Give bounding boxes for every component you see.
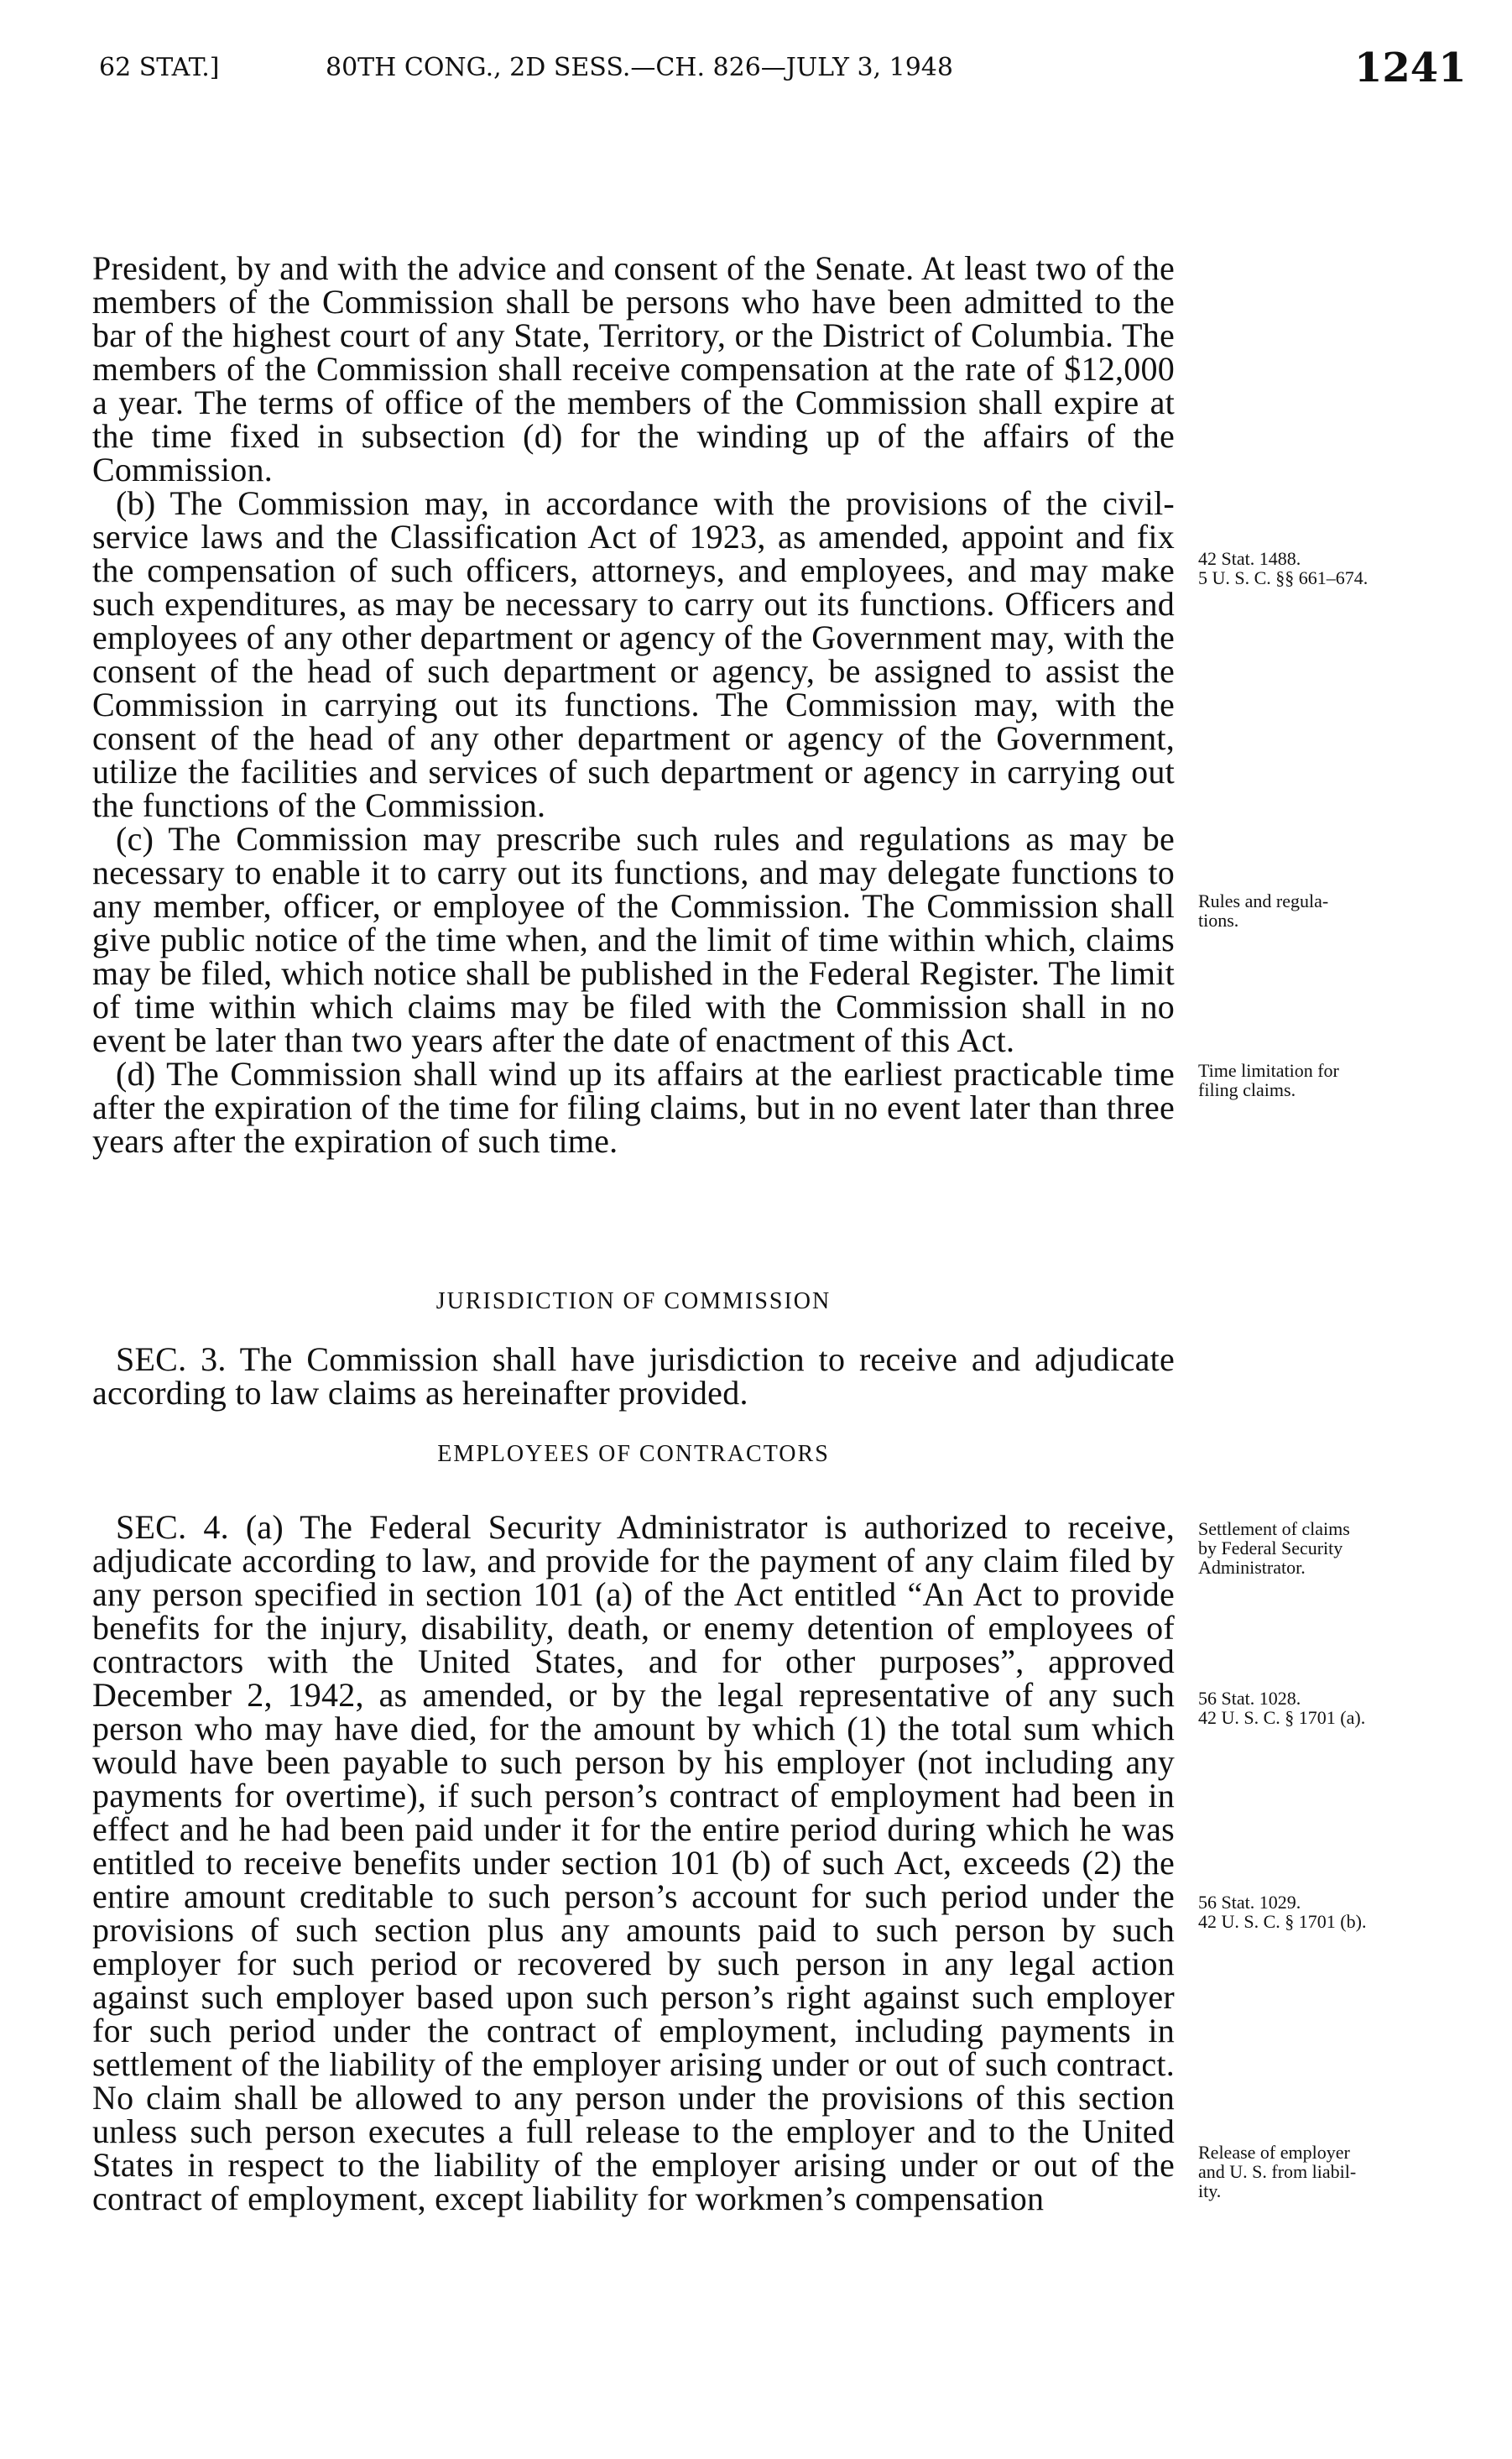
paragraph-d: (d) The Commission shall wind up its affairs at the earliest practicable time after the expiration of the time for filing claims, but in no event later than three years after the expiration of such time.	[92, 1055, 1175, 1160]
main-text-top	[92, 249, 1175, 1160]
margin-note-line: 56 Stat. 1029.	[1198, 1892, 1301, 1913]
margin-note-line: 5 U. S. C. §§ 661–674.	[1198, 567, 1369, 589]
margin-note-line: by Federal Security	[1198, 1538, 1343, 1559]
margin-note-line: and U. S. from liabil-	[1198, 2161, 1357, 2183]
heading-jurisdiction: JURISDICTION OF COMMISSION	[435, 1288, 832, 1314]
margin-note-stat-1028	[1198, 1689, 1416, 1727]
congress-session-chapter: 80TH CONG., 2D SESS.—CH. 826—JULY 3, 1948	[326, 53, 953, 82]
margin-note-line: Administrator.	[1198, 1557, 1306, 1579]
margin-note-line: Time limitation for	[1198, 1060, 1339, 1081]
section-4-block	[92, 1508, 1175, 2217]
margin-note-stat-1029	[1198, 1893, 1416, 1931]
margin-note-time-limitation	[1198, 1061, 1416, 1099]
paragraph-c: (c) The Commission may prescribe such rules and regulations as may be necessary to enable it to carry out its functions, and may delegate functions to any member, officer, or employee of the Commission. The Commission shall give public notice of the time when, and the limit of time within which, claims may be filed, which notice shall be published in the Federal Register. The limit of time within which claims may be filed with the Commission shall in no event be later than two years after the date of enactment of this Act.	[92, 820, 1175, 1059]
margin-note-line: ity.	[1198, 2180, 1222, 2202]
margin-note-line: 56 Stat. 1028.	[1198, 1688, 1301, 1709]
heading-employees-of-contractors: EMPLOYEES OF CONTRACTORS	[437, 1441, 830, 1467]
margin-note-release	[1198, 2143, 1416, 2201]
page-number: 1241	[1354, 44, 1467, 91]
margin-note-line: Settlement of claims	[1198, 1518, 1350, 1539]
paragraph-b: (b) The Commission may, in accordance with the provisions of the civil-service laws and the Classification Act of 1923, as amended, appoint and fix the compensation of such officers, attorneys, and employees, and may make such expenditures, as may be necessary to carry out its functions. Officers and employees of any other department or agency of the Government may, with the consent of the head of such department or agency, be assigned to assist the Commission in carrying out its functions. The Commission may, with the consent of the head of any other department or agency of the Government, utilize the facilities and services of such department or agency in carrying out the functions of the Commission.	[92, 484, 1175, 824]
section-3: SEC. 3. The Commission shall have jurisdiction to receive and adjudicate according to law claims as hereinafter provided.	[92, 1340, 1175, 1412]
margin-note-line: Rules and regula-	[1198, 890, 1329, 911]
margin-note-line: Release of employer	[1198, 2142, 1350, 2163]
margin-note-rules	[1198, 891, 1416, 930]
margin-note-line: tions.	[1198, 910, 1239, 932]
statute-volume-ref: 62 STAT.]	[99, 53, 220, 82]
section-4-a: SEC. 4. (a) The Federal Security Administrator is authorized to receive, adjudicate according to law, and provide for the payment of any claim filed by any person specified in section 101 (a) of the Act entitled “An Act to provide benefits for the injury, disability, death, or enemy detention of employees of contractors with the United States, and for other purposes”, approved December 2, 1942, as amended, or by the legal representative of any such person who may have died, for the amount by which (1) the total sum which would have been payable to such person by his employer (not including any payments for overtime), if such person’s contract of employment had been in effect and he had been paid under it for the entire period during which he was entitled to receive benefits under section 101 (b) of such Act, exceeds (2) the entire amount creditable to such person’s account for such period under the provisions of such section plus any amounts paid to such person by such employer for such period or recovered by such person in any legal action against such employer based upon such person’s right against such employer for such period under the contract of employment, including payments in settlement of the liability of the employer arising under or out of such contract. No claim shall be allowed to any person under the provisions of this section unless such person executes a full release to the employer and to the United States in respect to the liability of the employer arising under or out of the contract of employment, except liability for workmen’s compensation	[92, 1508, 1175, 2217]
margin-note-stat-1488	[1198, 549, 1416, 587]
section-3-block	[92, 1340, 1175, 1412]
margin-note-line: 42 Stat. 1488.	[1198, 548, 1301, 569]
margin-note-settlement	[1198, 1519, 1416, 1577]
margin-note-line: filing claims.	[1198, 1079, 1296, 1101]
margin-note-line: 42 U. S. C. § 1701 (a).	[1198, 1707, 1366, 1729]
margin-note-line: 42 U. S. C. § 1701 (b).	[1198, 1911, 1367, 1933]
paragraph-a-continued: President, by and with the advice and consent of the Senate. At least two of the members of the Commission shall be persons who have been admitted to the bar of the highest court of any State, Territory, or the District of Columbia. The members of the Commission shall receive compensation at the rate of $12,000 a year. The terms of office of the members of the Commission shall expire at the time fixed in subsection (d) for the winding up of the affairs of the Commission.	[92, 249, 1175, 488]
